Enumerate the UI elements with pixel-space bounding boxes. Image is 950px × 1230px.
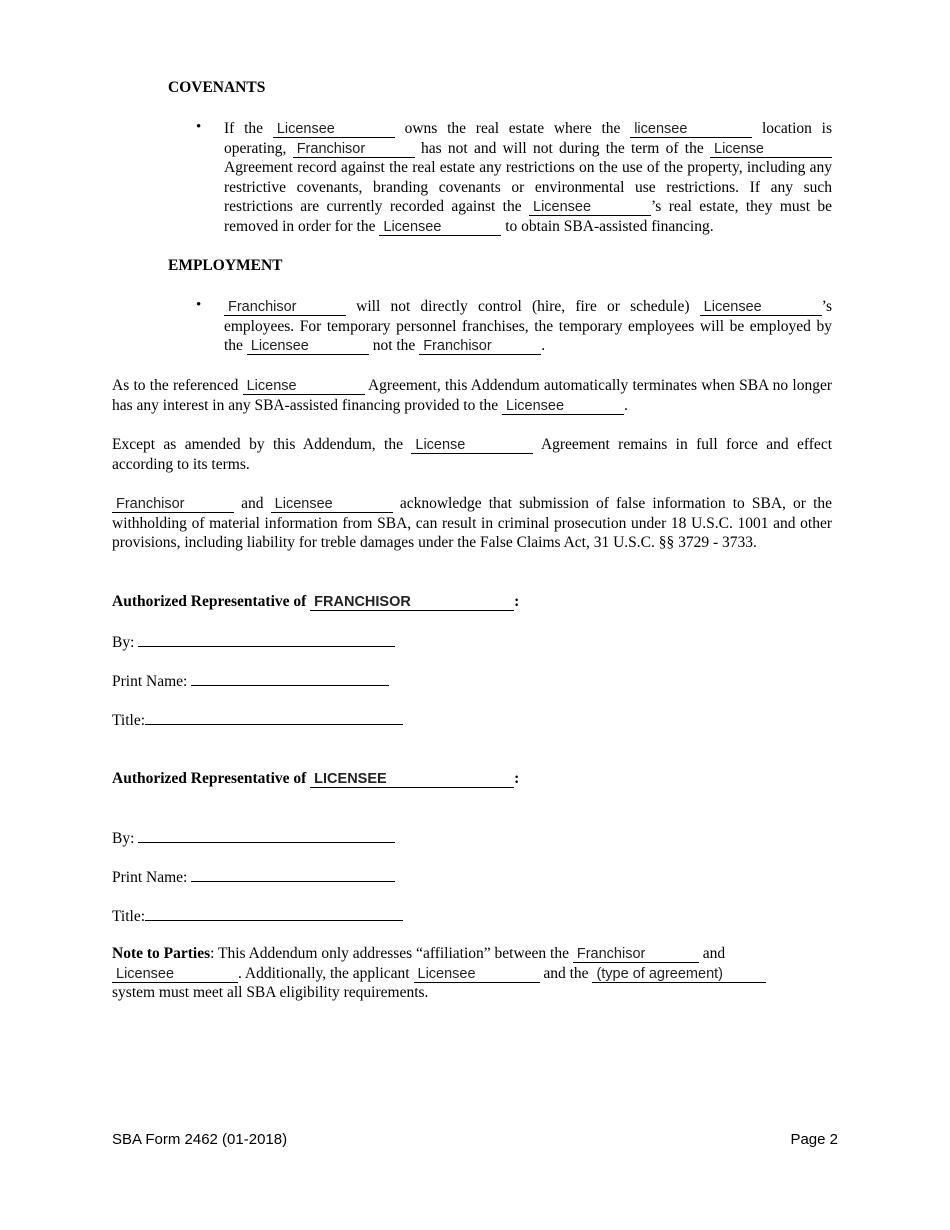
licensee-title-row: Title: (112, 906, 403, 926)
covenants-text: If the Licensee owns the real estate where the licensee location is operating, Franchisor has not and will not during the term of the License Agreement record against the real estate any restrictions on the use of the property, including any restrictive covenants, branding covenants or environmental use restrictions. If any such restrictions are currently recorded against the Licensee ’s real estate, they must be removed in order for the Licensee to obtain SBA-assisted financing. (224, 120, 833, 235)
licensee-field[interactable]: Licensee (247, 338, 369, 355)
licensee-print-name-row: Print Name: (112, 867, 395, 887)
licensee-party-field[interactable]: LICENSEE (310, 771, 514, 788)
franchisor-field[interactable]: Franchisor (293, 141, 415, 158)
agreement-type-field[interactable]: (type of agreement) (592, 966, 766, 983)
licensee-rep-heading: Authorized Representative of LICENSEE : (112, 770, 520, 787)
licensee-title-line[interactable] (145, 906, 403, 921)
licensee-field[interactable]: licensee (630, 121, 752, 138)
licensee-field[interactable]: Licensee (379, 219, 501, 236)
licensee-field[interactable]: Licensee (700, 299, 822, 316)
employment-heading: EMPLOYMENT (168, 257, 283, 274)
franchisor-title-line[interactable] (145, 710, 403, 725)
bullet-icon: • (196, 297, 202, 313)
covenants-heading: COVENANTS (168, 79, 266, 96)
licensee-by-signature-line[interactable] (138, 828, 395, 843)
false-information-paragraph: Franchisor and Licensee acknowledge that submission of false information to SBA, or the withholding of material information from SBA, can result in criminal prosecution under 18 U.S.C. 1001 and other provisions, including liability for treble damages under the False Claims Act, 31 U.S.C. §§ 3729 - 3733. (112, 495, 833, 551)
franchisor-by-row: By: (112, 632, 395, 652)
franchisor-by-signature-line[interactable] (138, 632, 395, 647)
franchisor-print-name-line[interactable] (191, 671, 389, 686)
franchisor-party-field[interactable]: FRANCHISOR (310, 594, 514, 611)
licensee-print-name-line[interactable] (191, 867, 395, 882)
licensee-field[interactable]: Licensee (529, 199, 651, 216)
termination-paragraph: As to the referenced License Agreement, this Addendum automatically terminates when SBA no longer has any interest in any SBA-assisted financing provided to the Licensee . (112, 377, 832, 414)
license-field[interactable]: License (243, 378, 365, 395)
franchisor-field[interactable]: Franchisor (419, 338, 541, 355)
franchisor-title-row: Title: (112, 710, 403, 730)
licensee-field[interactable]: Licensee (502, 398, 624, 415)
employment-bullet (196, 297, 832, 356)
license-field[interactable]: License (411, 437, 533, 454)
licensee-field[interactable]: Licensee (112, 966, 238, 983)
licensee-field[interactable]: Licensee (414, 966, 540, 983)
franchisor-field[interactable]: Franchisor (224, 299, 346, 316)
page-number: Page 2 (790, 1131, 838, 1148)
covenants-bullet (196, 119, 832, 236)
licensee-field[interactable]: Licensee (273, 121, 395, 138)
employment-text: Franchisor will not directly control (hire, fire or schedule) Licensee ’s employees. For temporary personnel franchises, the temporary employees will be employed by the Licensee not the Franchisor . (224, 298, 832, 354)
licensee-by-row: By: (112, 828, 395, 848)
franchisor-print-name-row: Print Name: (112, 671, 389, 691)
note-to-parties: Note to Parties: This Addendum only addresses “affiliation” between the Franchisor and Licensee . Additionally, the applicant Licensee and the (type of agreement) system must meet all SBA eligibility requirements. (112, 944, 812, 1003)
franchisor-field[interactable]: Franchisor (573, 946, 699, 963)
licensee-field[interactable]: Licensee (271, 496, 393, 513)
form-number: SBA Form 2462 (01-2018) (112, 1131, 288, 1148)
license-field[interactable]: License (710, 141, 832, 158)
bullet-icon: • (196, 119, 202, 135)
franchisor-rep-heading: Authorized Representative of FRANCHISOR : (112, 593, 520, 610)
franchisor-field[interactable]: Franchisor (112, 496, 234, 513)
amendment-paragraph: Except as amended by this Addendum, the License Agreement remains in full force and effect according to its terms. (112, 436, 832, 473)
